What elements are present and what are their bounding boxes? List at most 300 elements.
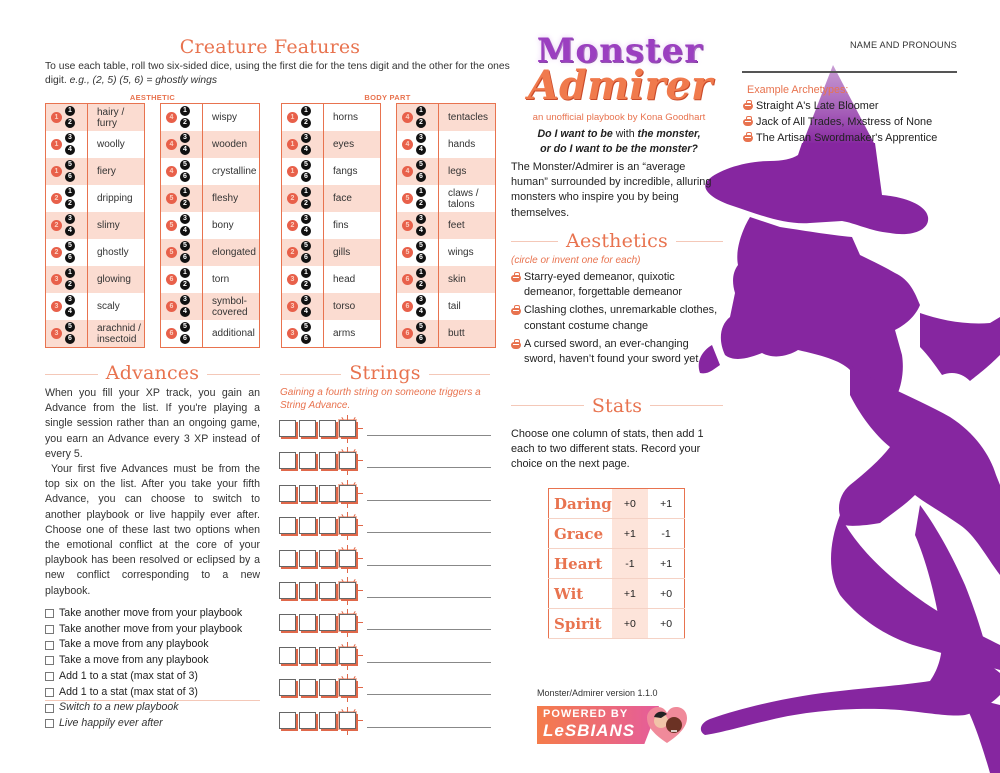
stat-name: Wit — [549, 579, 612, 609]
ones-die-icon: 5 — [416, 241, 426, 251]
tens-die-icon: 4 — [166, 112, 177, 123]
archetype-text: Straight A's Late Bloomer — [756, 100, 879, 112]
dice-result-text: wooden — [212, 139, 248, 150]
string-advance-checkbox[interactable] — [339, 647, 356, 664]
tens-die-icon: 2 — [51, 247, 62, 258]
string-checkbox[interactable] — [279, 679, 296, 696]
tens-die-icon: 1 — [51, 112, 62, 123]
ones-die-icon: 5 — [180, 241, 190, 251]
dice-result-text: wispy — [212, 112, 238, 123]
string-checkbox[interactable] — [279, 550, 296, 567]
stat-row — [549, 579, 685, 609]
dice-table-row[interactable] — [161, 158, 259, 185]
stat-value-column-1[interactable]: +0 — [612, 489, 648, 519]
string-checkbox[interactable] — [299, 452, 316, 469]
advance-option[interactable] — [45, 685, 265, 701]
string-checkbox[interactable] — [299, 614, 316, 631]
burst-ray-icon — [347, 665, 348, 670]
ones-die-icon: 4 — [416, 145, 426, 155]
stats-table — [548, 488, 685, 639]
string-advance-checkbox[interactable] — [339, 550, 356, 567]
pumpkin-icon — [511, 340, 522, 349]
string-advance-checkbox[interactable] — [339, 614, 356, 631]
tens-die-icon: 3 — [287, 301, 298, 312]
checkbox[interactable] — [45, 719, 54, 728]
ones-die-icon: 6 — [301, 172, 311, 182]
question-part: monster? — [646, 143, 698, 155]
dice-result-text: tail — [448, 301, 461, 312]
checkbox[interactable] — [45, 609, 54, 618]
dice-result-text: tentacles — [448, 112, 489, 123]
advance-option[interactable] — [45, 653, 265, 669]
badge-line-1: POWERED BY — [543, 708, 629, 720]
checkbox[interactable] — [45, 656, 54, 665]
archetypes-title: Example Archetypes: — [747, 84, 849, 96]
ones-die-icon: 1 — [416, 187, 426, 197]
dice-result-text: fangs — [333, 166, 358, 177]
dice-result-text: arms — [333, 328, 356, 339]
dice-table-row[interactable] — [161, 104, 259, 131]
dice-table-row[interactable] — [46, 266, 144, 293]
advance-option-label: Take a move from any playbook — [59, 654, 209, 667]
tens-die-icon: 5 — [402, 247, 413, 258]
stat-value-column-1[interactable]: +1 — [612, 519, 648, 549]
string-checkbox[interactable] — [279, 452, 296, 469]
badge-line-2: LeSBIANS — [543, 721, 636, 740]
string-checkbox[interactable] — [279, 485, 296, 502]
ones-die-icon: 1 — [301, 106, 311, 116]
dice-cell — [282, 131, 324, 158]
advances-title-text: Advances — [98, 362, 207, 384]
name-pronouns-field[interactable] — [742, 71, 957, 73]
string-checkbox[interactable] — [319, 582, 336, 599]
string-advance-checkbox[interactable] — [339, 582, 356, 599]
monster-silhouette-image — [690, 55, 1000, 773]
dice-table-row[interactable] — [46, 185, 144, 212]
checkbox[interactable] — [45, 625, 54, 634]
dice-cell — [161, 104, 203, 131]
ones-die-icon: 1 — [301, 187, 311, 197]
dice-result-text: fiery — [97, 166, 116, 177]
tens-die-icon: 3 — [51, 301, 62, 312]
dice-table-row[interactable] — [161, 266, 259, 293]
tens-die-icon: 3 — [51, 328, 62, 339]
stat-row — [549, 489, 685, 519]
burst-ray-icon — [347, 470, 348, 475]
string-checkbox[interactable] — [279, 647, 296, 664]
string-advance-checkbox[interactable] — [339, 452, 356, 469]
string-row — [279, 452, 494, 472]
string-name-line[interactable] — [367, 565, 491, 566]
dice-cell — [397, 239, 439, 266]
string-checkbox[interactable] — [319, 550, 336, 567]
string-checkbox[interactable] — [299, 420, 316, 437]
dice-table-row[interactable] — [397, 293, 495, 320]
question-part: the — [630, 143, 647, 155]
stat-value-column-2[interactable]: +0 — [648, 579, 684, 609]
ones-die-icon: 5 — [416, 322, 426, 332]
dice-result-text: hands — [448, 139, 476, 150]
dice-table-row[interactable] — [282, 185, 380, 212]
ones-die-icon: 4 — [416, 226, 426, 236]
ones-die-icon: 2 — [301, 280, 311, 290]
ones-die-icon: 6 — [180, 334, 190, 344]
ones-die-icon: 4 — [180, 307, 190, 317]
burst-ray-icon — [347, 480, 348, 485]
dice-table-row[interactable] — [46, 131, 144, 158]
aesthetic-option[interactable] — [511, 270, 723, 300]
dice-result-text: crystalline — [212, 166, 257, 177]
dice-cell — [161, 131, 203, 158]
aesthetic-option[interactable] — [511, 337, 723, 367]
stat-value-column-1[interactable]: -1 — [612, 549, 648, 579]
ones-die-icon: 1 — [65, 106, 75, 116]
question-part: or do I want to be — [540, 143, 631, 155]
dice-table-row[interactable] — [282, 293, 380, 320]
string-checkbox[interactable] — [299, 517, 316, 534]
version-text: Monster/Admirer version 1.1.0 — [537, 688, 658, 698]
dice-table-row[interactable] — [282, 104, 380, 131]
dice-cell — [282, 266, 324, 293]
name-pronouns-label: NAME AND PRONOUNS — [849, 40, 957, 50]
aesthetic-option[interactable] — [511, 303, 723, 333]
string-checkbox[interactable] — [299, 550, 316, 567]
dice-table-row[interactable] — [397, 104, 495, 131]
dice-result-text: wings — [448, 247, 474, 258]
tens-die-icon: 6 — [166, 274, 177, 285]
advance-option-label: Take another move from your playbook — [59, 622, 243, 635]
burst-ray-icon — [347, 642, 348, 647]
dice-result-text: face — [333, 193, 352, 204]
dice-table-row[interactable] — [161, 320, 259, 347]
dice-cell — [161, 185, 203, 212]
dice-table-row[interactable] — [282, 158, 380, 185]
tens-die-icon: 5 — [402, 193, 413, 204]
creature-features-title: Creature Features — [179, 36, 361, 58]
ones-die-icon: 1 — [180, 106, 190, 116]
string-advance-checkbox[interactable] — [339, 679, 356, 696]
ones-die-icon: 1 — [180, 268, 190, 278]
dice-table-row[interactable] — [282, 239, 380, 266]
advances-title — [45, 362, 260, 384]
dice-cell — [397, 212, 439, 239]
dice-table-row[interactable] — [282, 266, 380, 293]
dice-result-text: slimy — [97, 220, 120, 231]
tens-die-icon: 5 — [166, 193, 177, 204]
logo-admirer-text: Admirer — [527, 62, 713, 109]
ones-die-icon: 3 — [416, 295, 426, 305]
ones-die-icon: 3 — [65, 295, 75, 305]
tens-die-icon: 1 — [287, 139, 298, 150]
string-advance-checkbox[interactable] — [339, 712, 356, 729]
string-name-line[interactable] — [367, 629, 491, 630]
dice-cell — [282, 158, 324, 185]
stat-value-column-2[interactable]: -1 — [648, 519, 684, 549]
string-checkbox[interactable] — [319, 679, 336, 696]
dice-cell — [282, 320, 324, 347]
tens-die-icon: 1 — [51, 166, 62, 177]
dice-table-row[interactable] — [46, 320, 144, 347]
tens-die-icon: 6 — [402, 274, 413, 285]
advance-option-label: Live happily ever after — [59, 716, 163, 729]
archetype-item — [743, 98, 968, 114]
dice-table-row[interactable] — [46, 158, 144, 185]
advance-option[interactable] — [45, 622, 265, 638]
stat-name: Heart — [549, 549, 612, 579]
dice-table-row[interactable] — [46, 293, 144, 320]
string-checkbox[interactable] — [299, 679, 316, 696]
stat-value-column-2[interactable]: +0 — [648, 609, 684, 639]
ones-die-icon: 5 — [180, 322, 190, 332]
dice-table-row[interactable] — [397, 131, 495, 158]
advances-description — [45, 386, 260, 599]
string-checkbox[interactable] — [279, 582, 296, 599]
string-checkbox[interactable] — [279, 420, 296, 437]
advance-option[interactable] — [45, 606, 265, 622]
burst-ray-icon — [347, 415, 348, 420]
burst-ray-icon — [358, 428, 363, 429]
burst-ray-icon — [347, 674, 348, 679]
checkbox[interactable] — [45, 672, 54, 681]
body-part-table-2 — [396, 103, 496, 348]
string-checkbox[interactable] — [319, 420, 336, 437]
string-name-line[interactable] — [367, 662, 491, 663]
dice-result-text: legs — [448, 166, 467, 177]
dice-cell — [46, 131, 88, 158]
stat-name: Grace — [549, 519, 612, 549]
stat-value-column-1[interactable]: +0 — [612, 609, 648, 639]
string-name-line[interactable] — [367, 532, 491, 533]
ones-die-icon: 4 — [180, 226, 190, 236]
pumpkin-icon — [743, 133, 754, 142]
ones-die-icon: 1 — [416, 268, 426, 278]
dice-cell — [161, 266, 203, 293]
ones-die-icon: 4 — [301, 307, 311, 317]
dice-table-row[interactable] — [46, 239, 144, 266]
checkbox[interactable] — [45, 641, 54, 650]
advance-option[interactable] — [45, 669, 265, 685]
tens-die-icon: 5 — [402, 220, 413, 231]
burst-ray-icon — [347, 707, 348, 712]
aesthetic-table-1 — [45, 103, 145, 348]
string-row — [279, 420, 494, 440]
string-checkbox[interactable] — [299, 712, 316, 729]
string-checkbox[interactable] — [279, 712, 296, 729]
dice-result-text: glowing — [97, 274, 131, 285]
ones-die-icon: 5 — [65, 241, 75, 251]
dice-result-text: torso — [333, 301, 356, 312]
ones-die-icon: 4 — [180, 145, 190, 155]
tens-die-icon: 3 — [287, 274, 298, 285]
burst-ray-icon — [347, 577, 348, 582]
ones-die-icon: 3 — [180, 133, 190, 143]
burst-ray-icon — [347, 438, 348, 443]
string-checkbox[interactable] — [279, 517, 296, 534]
string-row — [279, 517, 494, 537]
tens-die-icon: 6 — [166, 301, 177, 312]
dice-cell — [282, 104, 324, 131]
dice-cell — [161, 212, 203, 239]
dice-table-row[interactable] — [397, 158, 495, 185]
dice-result-text: arachnid / insectoid — [97, 322, 141, 345]
archetype-text: Jack of All Trades, Mxstress of None — [756, 116, 933, 128]
stat-row — [549, 549, 685, 579]
dice-cell — [282, 185, 324, 212]
dice-cell — [46, 320, 88, 347]
advances-para-1: When you fill your XP track, you gain an Advance from the list. If you're playing a single session rather than an ongoing game, you earn an Advance every 3 XP instead of every 5. — [45, 387, 260, 460]
ones-die-icon: 2 — [416, 199, 426, 209]
string-name-line[interactable] — [367, 467, 491, 468]
stat-value-column-2[interactable]: +1 — [648, 489, 684, 519]
tens-die-icon: 1 — [51, 139, 62, 150]
aesthetics-list — [511, 270, 723, 370]
string-checkbox[interactable] — [299, 582, 316, 599]
string-row — [279, 614, 494, 634]
dice-table-row[interactable] — [161, 185, 259, 212]
ones-die-icon: 5 — [65, 160, 75, 170]
powered-by-lesbians-badge — [537, 703, 690, 746]
dice-table-row[interactable] — [161, 131, 259, 158]
string-name-line[interactable] — [367, 597, 491, 598]
ones-die-icon: 3 — [180, 295, 190, 305]
intro-text: To use each table, roll two six-sided dice, using the first die for the tens digit and the other for the ones digit. — [45, 61, 510, 86]
burst-ray-icon — [358, 493, 363, 494]
creature-features-intro — [45, 60, 510, 88]
ones-die-icon: 5 — [65, 322, 75, 332]
string-name-line[interactable] — [367, 500, 491, 501]
dice-table-row[interactable] — [161, 293, 259, 320]
dice-cell — [397, 293, 439, 320]
burst-ray-icon — [347, 609, 348, 614]
string-checkbox[interactable] — [319, 452, 336, 469]
stat-value-column-2[interactable]: +1 — [648, 549, 684, 579]
tens-die-icon: 1 — [287, 112, 298, 123]
tens-die-icon: 1 — [287, 166, 298, 177]
dice-result-text: additional — [212, 328, 255, 339]
stat-value-column-1[interactable]: +1 — [612, 579, 648, 609]
dice-result-text: fleshy — [212, 193, 239, 204]
dice-table-row[interactable] — [282, 320, 380, 347]
playbook-intro: The Monster/Admirer is an “average human” surrounded by incredible, alluring monsters who inspire you by being themselves. — [511, 161, 712, 219]
string-checkbox[interactable] — [319, 712, 336, 729]
burst-ray-icon — [358, 590, 363, 591]
checkbox[interactable] — [45, 704, 54, 713]
ones-die-icon: 6 — [65, 172, 75, 182]
burst-ray-icon — [347, 545, 348, 550]
advance-option-label: Take a move from any playbook — [59, 638, 209, 651]
burst-ray-icon — [358, 720, 363, 721]
string-checkbox[interactable] — [319, 647, 336, 664]
string-advance-checkbox[interactable] — [339, 420, 356, 437]
aesthetics-title — [511, 230, 723, 252]
dice-result-text: elongated — [212, 247, 256, 258]
ones-die-icon: 3 — [301, 295, 311, 305]
string-checkbox[interactable] — [319, 517, 336, 534]
ones-die-icon: 2 — [180, 280, 190, 290]
archetype-item — [743, 130, 968, 146]
dice-table-row[interactable] — [46, 104, 144, 131]
stats-title-text: Stats — [584, 395, 650, 417]
checkbox[interactable] — [45, 688, 54, 697]
burst-ray-icon — [358, 525, 363, 526]
ones-die-icon: 2 — [180, 118, 190, 128]
tens-die-icon: 4 — [402, 139, 413, 150]
dice-cell — [46, 104, 88, 131]
tens-die-icon: 5 — [166, 247, 177, 258]
dice-table-row[interactable] — [397, 212, 495, 239]
ones-die-icon: 6 — [65, 334, 75, 344]
string-checkbox[interactable] — [319, 485, 336, 502]
dice-table-row[interactable] — [397, 239, 495, 266]
dice-result-text: butt — [448, 328, 465, 339]
string-name-line[interactable] — [367, 727, 491, 728]
ones-die-icon: 5 — [416, 160, 426, 170]
string-row — [279, 647, 494, 667]
pumpkin-icon — [743, 101, 754, 110]
dice-cell — [46, 212, 88, 239]
tens-die-icon: 5 — [166, 220, 177, 231]
ones-die-icon: 1 — [65, 268, 75, 278]
burst-ray-icon — [347, 697, 348, 702]
advance-option[interactable] — [45, 716, 265, 732]
pumpkin-icon — [511, 306, 522, 315]
burst-ray-icon — [347, 447, 348, 452]
ones-die-icon: 2 — [416, 118, 426, 128]
dice-table-row[interactable] — [161, 239, 259, 266]
advance-option[interactable] — [45, 637, 265, 653]
dice-cell — [397, 131, 439, 158]
burst-ray-icon — [358, 460, 363, 461]
string-name-line[interactable] — [367, 435, 491, 436]
dice-table-row[interactable] — [397, 266, 495, 293]
dice-table-row[interactable] — [282, 131, 380, 158]
string-advance-checkbox[interactable] — [339, 517, 356, 534]
ones-die-icon: 3 — [416, 214, 426, 224]
dice-table-row[interactable] — [282, 212, 380, 239]
string-checkbox[interactable] — [299, 485, 316, 502]
string-checkbox[interactable] — [319, 614, 336, 631]
question-part: Do I want to be — [537, 128, 616, 140]
string-advance-checkbox[interactable] — [339, 485, 356, 502]
dice-table-row[interactable] — [46, 212, 144, 239]
stat-row — [549, 609, 685, 639]
advance-option[interactable] — [45, 700, 265, 716]
ones-die-icon: 2 — [416, 280, 426, 290]
dice-table-row[interactable] — [397, 320, 495, 347]
string-checkbox[interactable] — [299, 647, 316, 664]
tagline-question — [513, 127, 725, 157]
string-row — [279, 582, 494, 602]
dice-result-text: fins — [333, 220, 349, 231]
dice-cell — [161, 293, 203, 320]
string-name-line[interactable] — [367, 694, 491, 695]
ones-die-icon: 4 — [301, 226, 311, 236]
string-checkbox[interactable] — [279, 614, 296, 631]
tens-die-icon: 6 — [402, 301, 413, 312]
dice-result-text: gills — [333, 247, 351, 258]
advance-option-label: Add 1 to a stat (max stat of 3) — [59, 669, 198, 682]
ones-die-icon: 6 — [301, 253, 311, 263]
strings-title — [280, 362, 490, 384]
dice-result-text: bony — [212, 220, 234, 231]
dice-table-row[interactable] — [161, 212, 259, 239]
burst-ray-icon — [347, 632, 348, 637]
dice-table-row[interactable] — [397, 185, 495, 212]
ones-die-icon: 4 — [65, 307, 75, 317]
ones-die-icon: 1 — [180, 187, 190, 197]
ones-die-icon: 5 — [301, 241, 311, 251]
burst-ray-icon — [358, 687, 363, 688]
